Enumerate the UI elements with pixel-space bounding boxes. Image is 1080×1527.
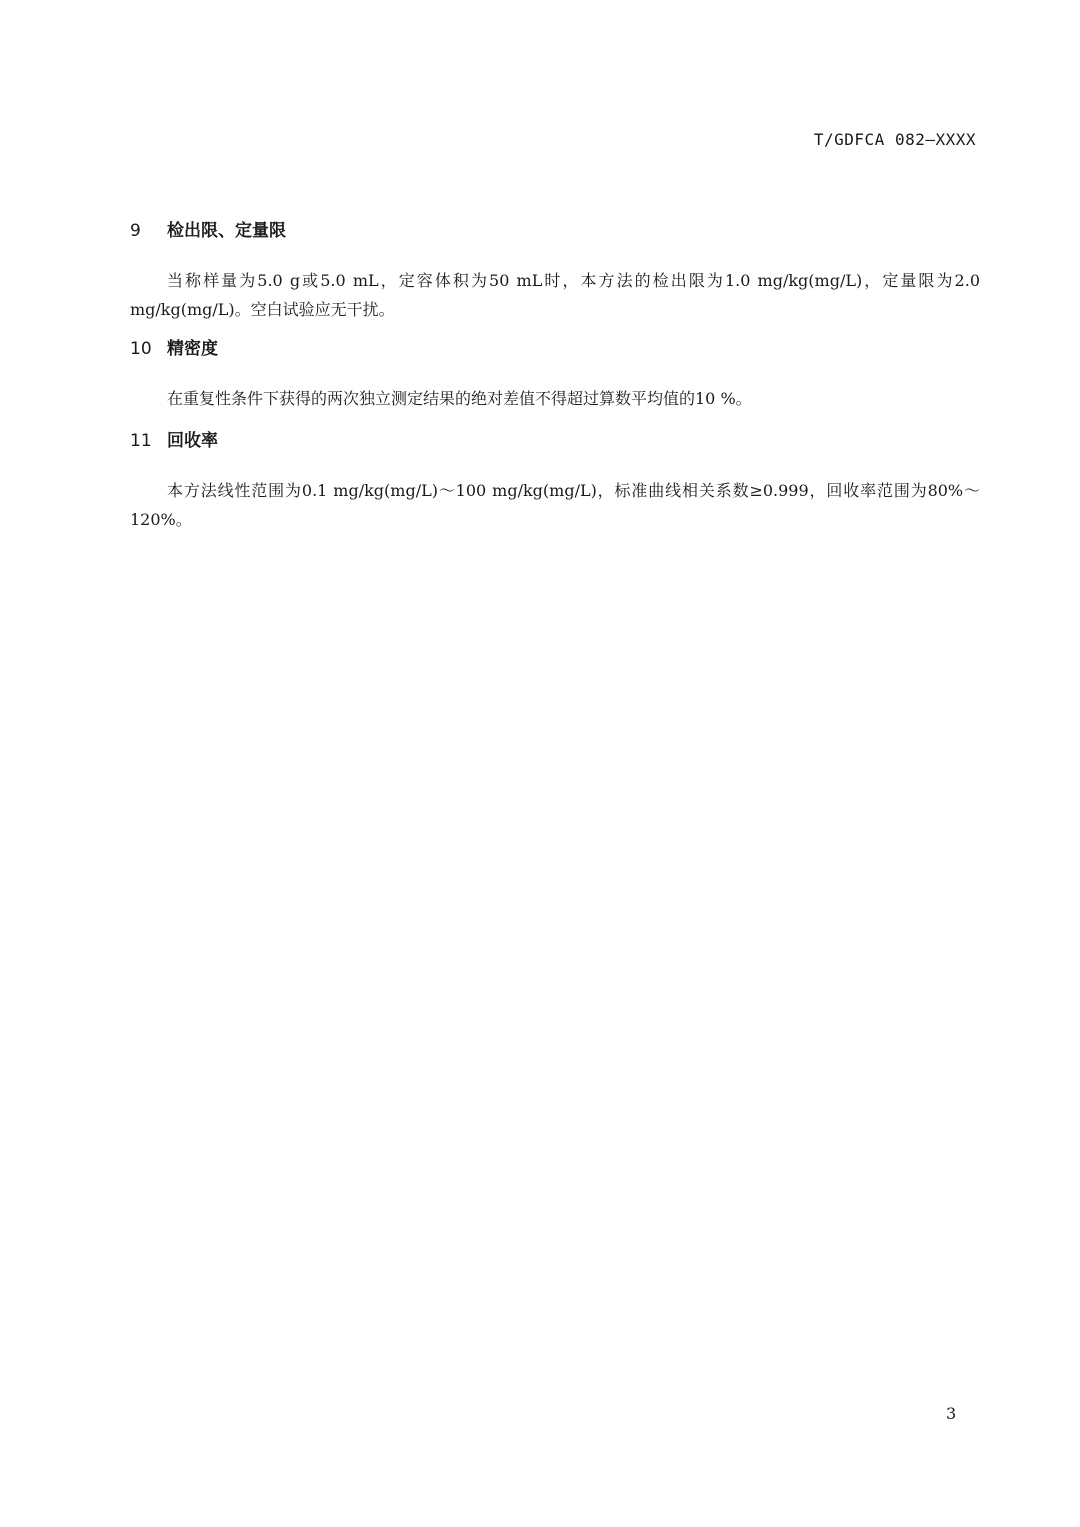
section-heading (130, 218, 980, 244)
section-title: 检出限、定量限 (167, 221, 286, 241)
section-number: 9 (130, 221, 141, 241)
section-detection-limit (130, 218, 980, 324)
section-recovery (130, 428, 980, 534)
document-code: T/GDFCA 082—XXXX (813, 130, 976, 149)
section-body: 在重复性条件下获得的两次独立测定结果的绝对差值不得超过算数平均值的10 %。 (167, 389, 752, 408)
section-body: 当称样量为5.0 g或5.0 mL，定容体积为50 mL时，本方法的检出限为1.0 mg/kg(mg/L)，定量限为2.0 mg/kg(mg/L)。空白试验应无干扰。 (130, 271, 980, 319)
section-number: 10 (130, 339, 152, 359)
section-heading (130, 428, 980, 454)
section-heading (130, 336, 980, 362)
page-number: 3 (946, 1404, 957, 1423)
section-title: 回收率 (167, 431, 218, 451)
section-body: 本方法线性范围为0.1 mg/kg(mg/L)～100 mg/kg(mg/L)，标准曲线相关系数≥0.999，回收率范围为80%～120%。 (130, 481, 980, 529)
section-precision (130, 336, 980, 413)
section-number: 11 (130, 431, 152, 451)
section-title: 精密度 (167, 339, 218, 359)
